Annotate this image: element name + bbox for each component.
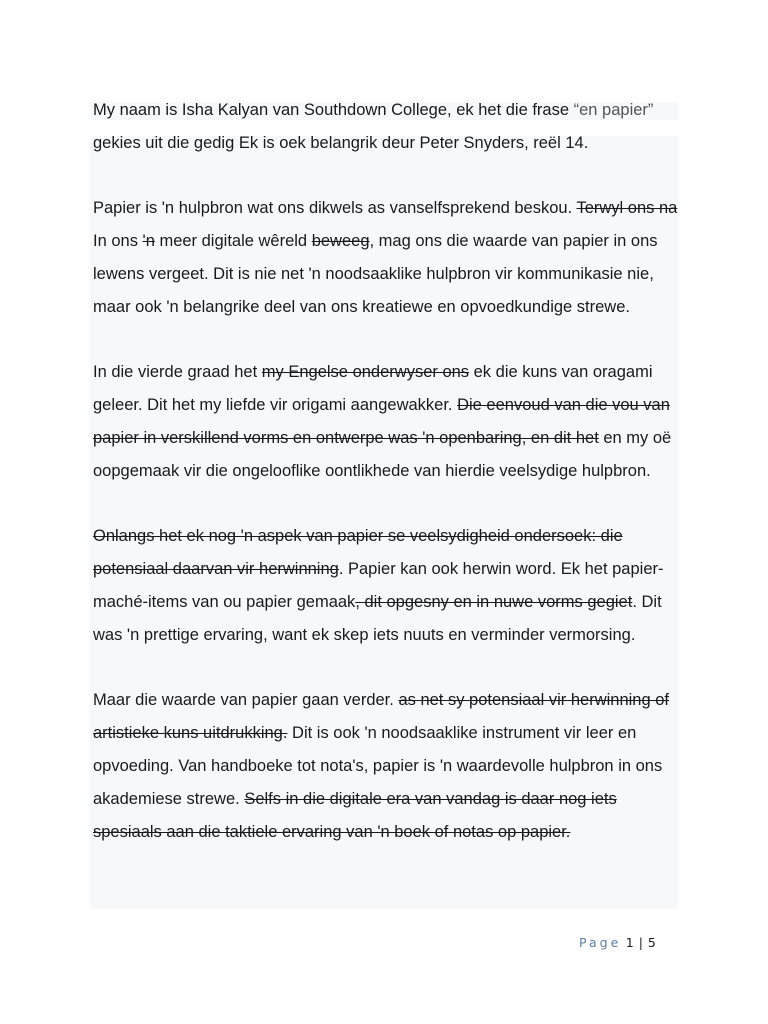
deleted-text: 'n — [142, 232, 155, 251]
deleted-text: as net sy potensiaal vir herwinning of artistieke kuns uitdrukking. — [93, 691, 670, 743]
paragraph-2: Papier is 'n hulpbron wat ons dikwels as vanselfsprekend beskou. Terwyl ons na In ons 'n meer digitale wêreld beweeg, mag ons die waarde van papier in ons lewens vergeet. Dit is nie net 'n noodsaaklike hulpbron vir kommunikasie nie, maar ook 'n belangrike deel van ons kreatiewe en opvoedkundige strewe. — [93, 199, 678, 316]
paragraph-3: In die vierde graad het my Engelse onderwyser ons ek die kuns van oragami geleer. Dit het my liefde vir origami aangewakker. Die eenvoud van die vou van papier in verskillend vorms en ontwerpe was 'n openbaring, en dit het en my oë oopgemaak vir die ongelooflike oontlikhede van hierdie veelsydige hulpbron. — [93, 363, 672, 480]
deleted-text: Terwyl ons na — [576, 199, 678, 218]
quoted-phrase: “en papier” — [573, 101, 654, 119]
document-body — [93, 94, 683, 848]
page-total: 5 — [647, 935, 657, 950]
deleted-text: , dit opgesny en in nuwe vorms gegiet — [355, 592, 633, 611]
deleted-text: beweeg — [311, 232, 370, 251]
deleted-text: Die eenvoud van die vou van papier in verskillend vorms en ontwerpe was 'n openbaring, en dit het — [93, 396, 670, 447]
page-current: 1 — [625, 935, 635, 950]
paragraph-1: My naam is Isha Kalyan van Southdown College, ek het die frase “en papier” gekies uit die gedig Ek is oek belangrik deur Peter Snyders, reël 14. — [93, 101, 654, 152]
page-separator: | — [638, 935, 644, 950]
page-label: Page — [579, 935, 622, 950]
deleted-text: my Engelse onderwyser ons — [261, 363, 470, 382]
page-footer — [579, 935, 656, 950]
paragraph-4: Onlangs het ek nog 'n aspek van papier se veelsydigheid ondersoek: die potensiaal daarvan vir herwinning. Papier kan ook herwin word. Ek het papier-maché-items van ou papier gemaak, dit opgesny en in nuwe vorms gegiet. Dit was 'n prettige ervaring, want ek skep iets nuuts en verminder vermorsing. — [93, 527, 664, 644]
deleted-text: Selfs in die digitale era van vandag is daar nog iets spesiaals aan die taktiele ervaring van 'n boek of notas op papier. — [93, 789, 617, 841]
deleted-text: Onlangs het ek nog 'n aspek van papier se veelsydigheid ondersoek: die potensiaal daarvan vir herwinning — [93, 527, 623, 579]
paragraph-5: Maar die waarde van papier gaan verder. as net sy potensiaal vir herwinning of artistieke kuns uitdrukking. Dit is ook 'n noodsaaklike instrument vir leer en opvoeding. Van handboeke tot nota's, papier is 'n waardevolle hulpbron in ons akademiese strewe. Selfs in die digitale era van vandag is daar nog iets spesiaals aan die taktiele ervaring van 'n boek of notas op papier. — [93, 691, 670, 841]
